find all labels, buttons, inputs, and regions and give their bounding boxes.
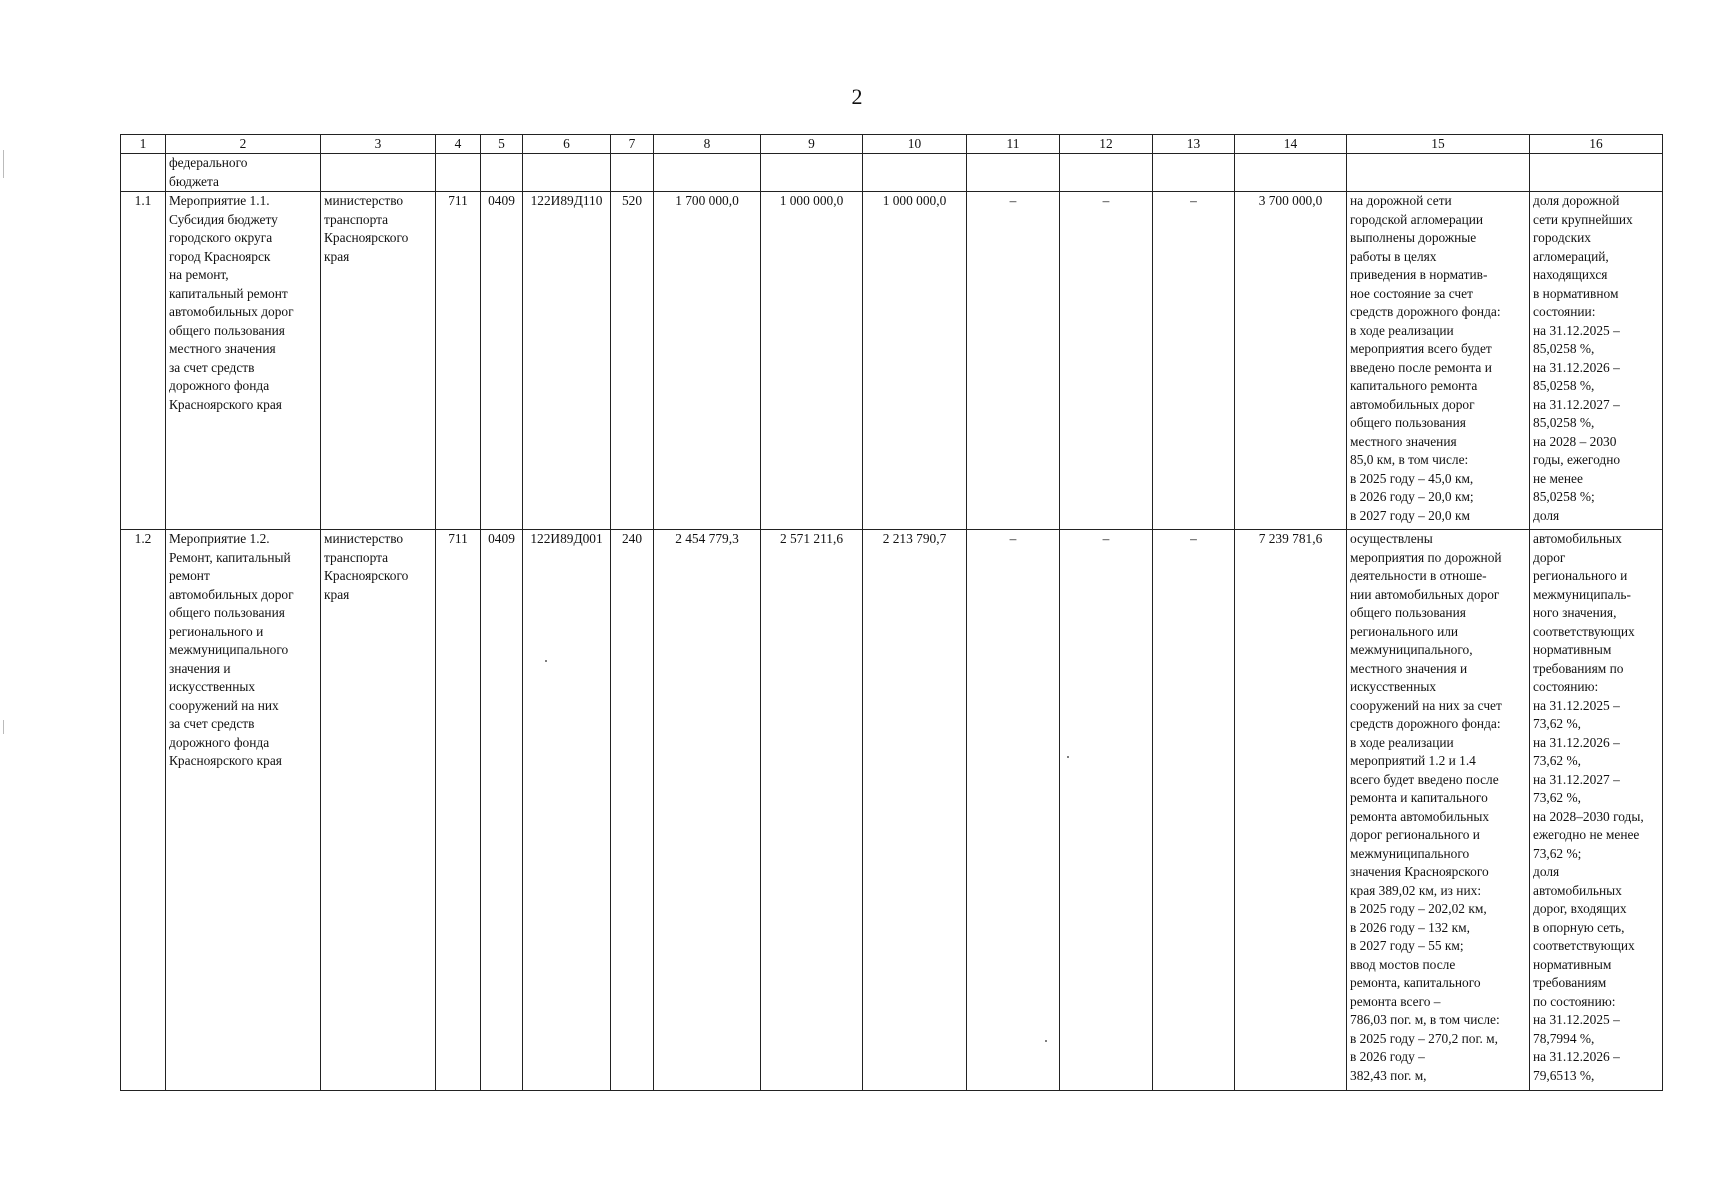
col-header-15: 15: [1347, 135, 1530, 154]
col-header-1: 1: [121, 135, 166, 154]
col-header-8: 8: [654, 135, 761, 154]
amount-col13: –: [1153, 530, 1235, 1091]
csr-code: 122И89Д110: [523, 192, 611, 530]
amount-total: 7 239 781,6: [1235, 530, 1347, 1091]
rzpr-code: 0409: [481, 192, 523, 530]
amount-col13: –: [1153, 192, 1235, 530]
col-header-13: 13: [1153, 135, 1235, 154]
executor: министерство транспорта Красноярского края: [321, 192, 436, 530]
col-header-4: 4: [436, 135, 481, 154]
col-header-12: 12: [1060, 135, 1153, 154]
scan-speck: [1067, 756, 1069, 758]
amount-col12: –: [1060, 530, 1153, 1091]
row-number: 1.1: [121, 192, 166, 530]
expected-result: на дорожной сети городской агломерации выполнены дорожные работы в целях приведения в норматив- ное состояние за счет средств дорожного фонда: в ходе реализации мероприятия всего будет введено после ремонта и капитального ремонта автомобильных дорог общего пользования местного значения 85,0 км, в том числе: в 2025 году – 45,0 км, в 2026 году – 20,0 км; в 2027 году – 20,0 км: [1347, 192, 1530, 530]
executor: министерство транспорта Красноярского края: [321, 530, 436, 1091]
continuation-row: [121, 154, 1663, 192]
amount-col10: 2 213 790,7: [863, 530, 967, 1091]
col-header-16: 16: [1530, 135, 1663, 154]
target-indicator: автомобильных дорог регионального и межмуниципаль- ного значения, соответствующих нормативным требованиям по состоянию: на 31.12.2025 – 73,62 %, на 31.12.2026 – 73,62 %, на 31.12.2027 – 73,62 %, на 2028–2030 годы, ежегодно не менее 73,62 %; доля автомобильных дорог, входящих в опорную сеть, соответствующих нормативным требованиям по состоянию: на 31.12.2025 – 78,7994 %, на 31.12.2026 – 79,6513 %,: [1530, 530, 1663, 1091]
csr-code: 122И89Д001: [523, 530, 611, 1091]
target-indicator: доля дорожной сети крупнейших городских агломераций, находящихся в нормативном состоянии: на 31.12.2025 – 85,0258 %, на 31.12.2026 – 85,0258 %, на 31.12.2027 – 85,0258 %, на 2028 – 2030 годы, ежегодно не менее 85,0258 %; доля: [1530, 192, 1663, 530]
amount-col8: 1 700 000,0: [654, 192, 761, 530]
amount-total: 3 700 000,0: [1235, 192, 1347, 530]
activity-name: Мероприятие 1.1. Субсидия бюджету городского округа город Красноярск на ремонт, капитальный ремонт автомобильных дорог общего пользования местного значения за счет средств дорожного фонда Красноярского края: [166, 192, 321, 530]
scan-speck: [545, 660, 547, 662]
table-row: [121, 192, 1663, 530]
col-header-11: 11: [967, 135, 1060, 154]
column-number-row: [121, 135, 1663, 154]
activity-name: Мероприятие 1.2. Ремонт, капитальный ремонт автомобильных дорог общего пользования регионального и межмуниципального значения и искусственных сооружений на них за счет средств дорожного фонда Красноярского края: [166, 530, 321, 1091]
amount-col12: –: [1060, 192, 1153, 530]
col-header-2: 2: [166, 135, 321, 154]
continuation-text: федерального бюджета: [166, 154, 321, 192]
amount-col8: 2 454 779,3: [654, 530, 761, 1091]
grbs-code: 711: [436, 530, 481, 1091]
scan-speck: [1045, 1040, 1047, 1042]
scan-edge-mark: [3, 720, 4, 734]
row-number: 1.2: [121, 530, 166, 1091]
col-header-5: 5: [481, 135, 523, 154]
grbs-code: 711: [436, 192, 481, 530]
amount-col11: –: [967, 530, 1060, 1091]
scan-edge-mark: [3, 150, 4, 178]
rzpr-code: 0409: [481, 530, 523, 1091]
expected-result: осуществлены мероприятия по дорожной деятельности в отноше- нии автомобильных дорог общего пользования регионального или межмуниципального, местного значения и искусственных сооружений на них за счет средств дорожного фонда: в ходе реализации мероприятий 1.2 и 1.4 всего будет введено после ремонта и капитального ремонта автомобильных дорог регионального и межмуниципального значения Красноярского края 389,02 км, из них: в 2025 году – 202,02 км, в 2026 году – 132 км, в 2027 году – 55 км; ввод мостов после ремонта, капитального ремонта всего – 786,03 пог. м, в том числе: в 2025 году – 270,2 пог. м, в 2026 году – 382,43 пог. м,: [1347, 530, 1530, 1091]
table-row: [121, 530, 1663, 1091]
col-header-10: 10: [863, 135, 967, 154]
col-header-6: 6: [523, 135, 611, 154]
col-header-3: 3: [321, 135, 436, 154]
amount-col10: 1 000 000,0: [863, 192, 967, 530]
amount-col9: 1 000 000,0: [761, 192, 863, 530]
page-number: 2: [851, 84, 863, 109]
amount-col11: –: [967, 192, 1060, 530]
amount-col9: 2 571 211,6: [761, 530, 863, 1091]
col-header-9: 9: [761, 135, 863, 154]
col-header-14: 14: [1235, 135, 1347, 154]
vr-code: 520: [611, 192, 654, 530]
budget-table: [120, 134, 1663, 1091]
col-header-7: 7: [611, 135, 654, 154]
vr-code: 240: [611, 530, 654, 1091]
